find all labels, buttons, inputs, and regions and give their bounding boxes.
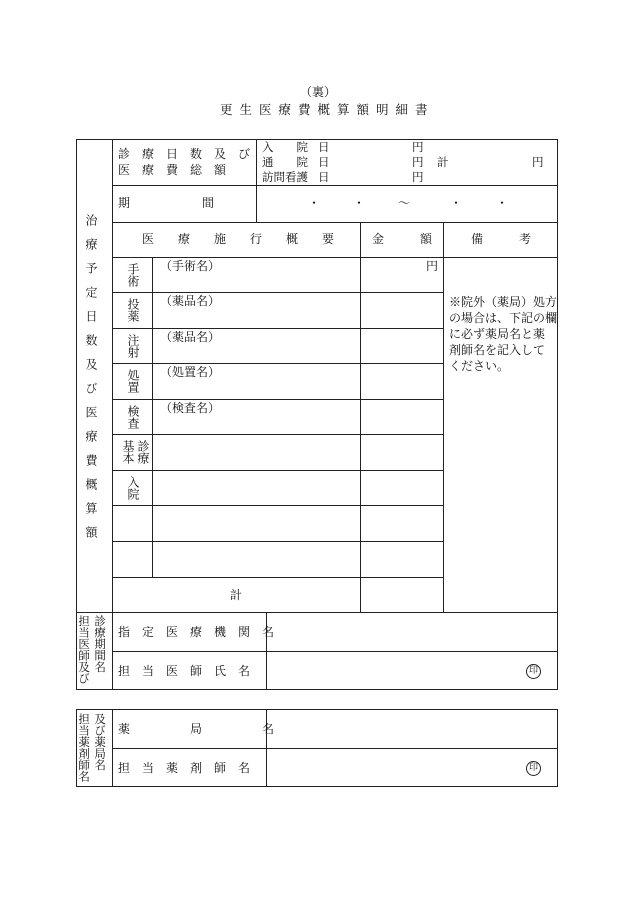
period-dot-2: ・: [353, 196, 366, 210]
remarks-note-line-1: ※院外（薬局）処方: [449, 295, 558, 309]
doctor-side-label-b: 診療期間名: [93, 615, 108, 673]
amount-header: 金 額: [372, 232, 433, 246]
days-label-2: 医 療 費 総 額: [118, 163, 227, 177]
row-hint-injection: （薬品名）: [160, 330, 221, 344]
total-row-label: 計: [230, 588, 243, 602]
row-hint-medication: （薬品名）: [160, 294, 221, 308]
doctor-seal-mark: 印: [526, 664, 541, 679]
outpatient-label: 通 院: [262, 155, 308, 169]
row-label-hospitalization: 入院: [126, 476, 140, 500]
amount-yen-unit: 円: [426, 259, 439, 273]
row-label-examination: 検査: [126, 405, 140, 429]
institution-label: 指 定 医 療 機 関 名: [118, 625, 275, 639]
period-dot-3: ・: [450, 196, 463, 210]
remarks-note-line-5: ください。: [449, 359, 510, 373]
row-label-treatment: 処置: [126, 369, 140, 393]
row-hint-surgery: （手術名）: [160, 259, 221, 273]
doctor-name-label: 担 当 医 師 氏 名: [118, 664, 251, 678]
inpatient-day-unit: 日: [318, 140, 330, 154]
doctor-side-label-a: 担当医師及び: [77, 615, 92, 684]
remarks-note-line-2: の場合は、下記の欄: [449, 311, 558, 325]
row-hint-examination: （検査名）: [160, 401, 221, 415]
period-tilde: 〜: [398, 196, 411, 210]
pharmacy-name-label: 薬 局 名: [118, 722, 275, 736]
home-nursing-yen-unit: 円: [412, 170, 424, 184]
form-title: 更生医療費概算額明細書: [220, 102, 435, 117]
row-label-injection: 注射: [126, 334, 140, 358]
row-hint-treatment: （処置名）: [160, 365, 221, 379]
pharmacist-seal-mark: 印: [526, 761, 541, 776]
pharmacy-name-input[interactable]: [267, 710, 557, 747]
outpatient-yen-unit: 円: [412, 155, 424, 169]
home-nursing-day-unit: 日: [318, 170, 330, 184]
inpatient-label: 入 院: [262, 140, 308, 154]
pharmacist-name-input[interactable]: [267, 749, 557, 786]
home-nursing-label: 訪問看護: [262, 170, 308, 184]
institution-input[interactable]: [267, 613, 557, 650]
row-label-basic-care: 診療基本: [121, 440, 150, 464]
period-dot-4: ・: [496, 196, 509, 210]
days-total-label: 計: [437, 155, 449, 169]
inpatient-yen-unit: 円: [412, 140, 424, 154]
back-side-label: （裏）: [300, 85, 337, 99]
doctor-name-input[interactable]: [267, 652, 557, 689]
days-total-unit: 円: [532, 155, 544, 169]
treatment-side-label: 治療予定日数及び医療費概算額: [84, 214, 98, 550]
row-label-surgery: 手術: [126, 263, 140, 287]
pharmacist-name-label: 担 当 薬 剤 師 名: [118, 761, 251, 775]
pharmacy-side-label-b: 及び薬局名: [93, 713, 108, 771]
days-label-1: 診 療 日 数 及 び: [118, 147, 251, 161]
summary-header: 医 療 施 行 概 要: [142, 232, 335, 246]
remarks-note-line-4: 剤師名を記入して: [449, 343, 546, 357]
pharmacy-side-label-a: 担当薬剤師名: [77, 713, 92, 782]
remarks-header: 備 考: [471, 232, 532, 246]
remarks-note-line-3: に必ず薬局名と薬: [449, 327, 546, 341]
period-dot-1: ・: [308, 196, 321, 210]
row-label-medication: 投薬: [126, 298, 140, 322]
outpatient-day-unit: 日: [318, 155, 330, 169]
period-label: 期 間: [118, 196, 215, 210]
